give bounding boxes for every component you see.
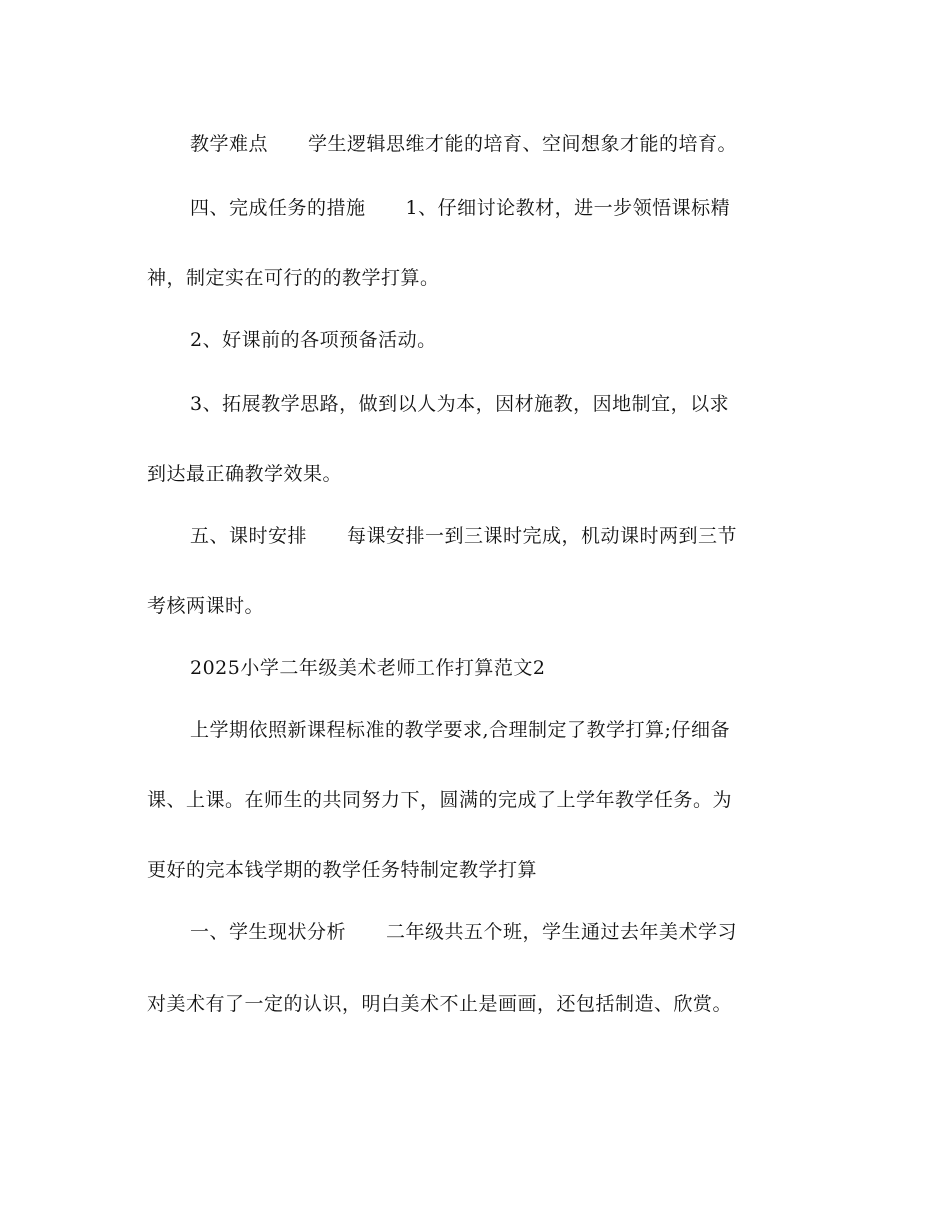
text-line: 上学期依照新课程标准的教学要求,合理制定了教学打算;仔细备 [190,719,730,741]
text-line: 神，制定实在可行的的教学打算。 [147,267,440,289]
paragraph-difficulty [190,132,737,156]
text-line: 更好的完本钱学期的教学任务特制定教学打算 [147,859,538,881]
text-line: 对美术有了一定的认识，明白美术不止是画画，还包括制造、欣赏。 [147,993,733,1015]
paragraph-schedule [190,524,737,548]
paragraph-measures [190,196,730,220]
schedule-heading: 五、课时安排 [190,525,308,547]
schedule-text: 每课安排一到三课时完成，机动课时两到三节 [347,525,738,547]
section-title: 2025小学二年级美术老师工作打算范文2 [190,657,546,679]
students-text: 二年级共五个班，学生通过去年美术学习 [386,921,738,943]
text-line: 到达最正确教学效果。 [147,463,343,485]
text-line: 课、上课。在师生的共同努力下，圆满的完成了上学年教学任务。为 [147,789,733,811]
text-line: 考核两课时。 [147,595,265,617]
difficulty-text: 学生逻辑思维才能的培育、空间想象才能的培育。 [308,133,738,155]
text-line: 3、拓展教学思路，做到以人为本，因材施教，因地制宜，以求 [190,393,730,415]
paragraph-students [190,920,737,944]
measures-heading: 四、完成任务的措施 [190,197,366,219]
difficulty-heading: 教学难点 [190,133,269,155]
text-line: 2、好课前的各项预备活动。 [190,329,437,351]
measures-text: 1、仔细讨论教材，进一步领悟课标精 [405,197,731,219]
students-heading: 一、学生现状分析 [190,921,347,943]
